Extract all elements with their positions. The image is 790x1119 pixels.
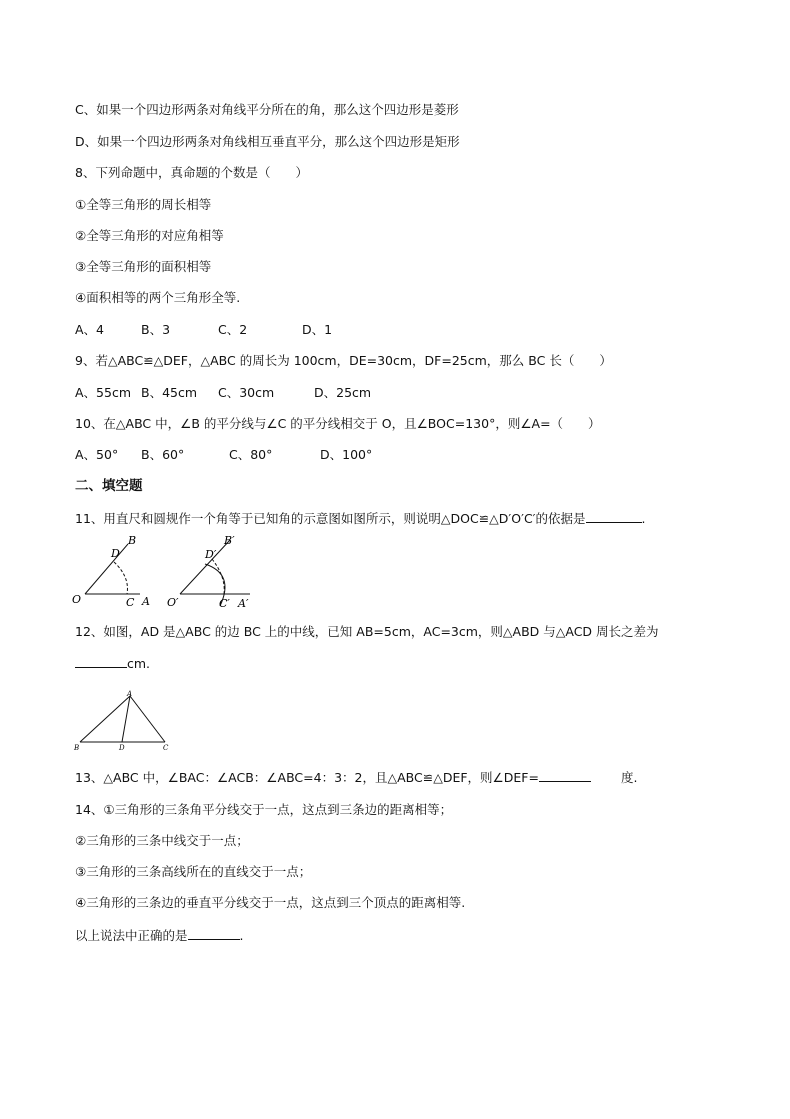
q14-statement-2: ②三角形的三条中线交于一点； xyxy=(75,833,249,848)
q14-period: . xyxy=(239,928,244,943)
label-d: D xyxy=(111,547,120,560)
option-d-q7: D、如果一个四边形两条对角线相互垂直平分，那么这个四边形是矩形 xyxy=(75,134,460,149)
label-c12: C xyxy=(163,744,169,752)
side-ab xyxy=(80,696,130,742)
q14-statement-4: ④三角形的三条边的垂直平分线交于一点，这点到三个顶点的距离相等. xyxy=(75,895,466,910)
section-2-heading: 二、填空题 xyxy=(75,478,143,494)
label-a: A xyxy=(142,595,150,608)
label-d-prime: D′ xyxy=(205,548,217,561)
q11-period: . xyxy=(641,511,646,526)
q11-text: 11、用直尺和圆规作一个角等于已知角的示意图如图所示，则说明△DOC≌△D′O′C′的依据是 xyxy=(75,511,586,526)
label-d12: D xyxy=(119,744,125,752)
figure-11 xyxy=(70,534,260,614)
question-12: 12、如图，AD 是△ABC 的边 BC 上的中线，已知 AB=5cm，AC=3cm，则△ABD 与△ACD 周长之差为 xyxy=(75,624,659,639)
question-13 xyxy=(75,769,637,786)
question-8: 8、下列命题中，真命题的个数是（ ） xyxy=(75,165,308,180)
q8-statement-3: ③全等三角形的面积相等 xyxy=(75,259,212,274)
q10-option-a: A、50° xyxy=(75,447,119,462)
q9-option-b: B、45cm xyxy=(141,385,198,400)
q14-statement-3: ③三角形的三条高线所在的直线交于一点； xyxy=(75,864,312,879)
q10-options xyxy=(75,447,372,463)
q8-option-b: B、3 xyxy=(141,322,171,337)
ray-ob xyxy=(85,544,128,594)
q13-answer-blank[interactable] xyxy=(539,769,591,782)
q12-answer-line xyxy=(75,655,150,672)
q11-answer-blank[interactable] xyxy=(586,510,642,523)
q8-statement-2: ②全等三角形的对应角相等 xyxy=(75,228,224,243)
side-ac xyxy=(130,696,165,742)
question-10: 10、在△ABC 中，∠B 的平分线与∠C 的平分线相交于 O，且∠BOC=130°，则∠A=（ ） xyxy=(75,416,601,431)
q14-answer-text: 以上说法中正确的是 xyxy=(75,928,188,943)
figure-11-left xyxy=(72,534,150,609)
q10-option-c: C、80° xyxy=(229,447,273,462)
q9-options xyxy=(75,385,371,401)
label-b: B xyxy=(128,534,137,547)
q14-answer-line xyxy=(75,927,244,944)
label-c-prime: C′ xyxy=(219,597,230,610)
label-o: O xyxy=(72,593,82,606)
figure-11-right xyxy=(167,534,250,610)
q10-option-d: D、100° xyxy=(320,447,373,462)
q8-statement-4: ④面积相等的两个三角形全等. xyxy=(75,290,241,305)
question-11 xyxy=(75,510,646,527)
arc-dashed xyxy=(212,559,224,594)
label-b12: B xyxy=(74,744,80,752)
figure-12 xyxy=(70,688,180,752)
label-c: C xyxy=(126,596,135,609)
question-14: 14、①三角形的三条角平分线交于一点，这点到三条边的距离相等； xyxy=(75,802,453,817)
q9-option-a: A、55cm xyxy=(75,385,132,400)
q8-option-d: D、1 xyxy=(302,322,333,337)
arc-dc xyxy=(114,562,127,594)
q8-statement-1: ①全等三角形的周长相等 xyxy=(75,197,212,212)
q8-option-a: A、4 xyxy=(75,322,105,337)
q9-option-d: D、25cm xyxy=(314,385,372,400)
q8-options xyxy=(75,322,332,338)
option-c-q7: C、如果一个四边形两条对角线平分所在的角，那么这个四边形是菱形 xyxy=(75,102,459,117)
q13-text: 13、△ABC 中，∠BAC：∠ACB：∠ABC=4：3：2，且△ABC≌△DEF，则∠DEF= xyxy=(75,770,539,785)
label-a12: A xyxy=(127,690,133,698)
q9-option-c: C、30cm xyxy=(218,385,275,400)
label-o-prime: O′ xyxy=(167,596,179,609)
q12-answer-blank[interactable] xyxy=(75,655,127,668)
q12-unit: cm. xyxy=(127,656,151,671)
label-b-prime: B′ xyxy=(224,534,235,547)
q10-option-b: B、60° xyxy=(141,447,185,462)
q8-option-c: C、2 xyxy=(218,322,248,337)
label-a-prime: A′ xyxy=(238,597,249,610)
question-9: 9、若△ABC≌△DEF，△ABC 的周长为 100cm，DE=30cm，DF=25cm，那么 BC 长（ ） xyxy=(75,353,612,368)
q13-unit: 度. xyxy=(620,770,638,785)
q14-answer-blank[interactable] xyxy=(188,927,240,940)
